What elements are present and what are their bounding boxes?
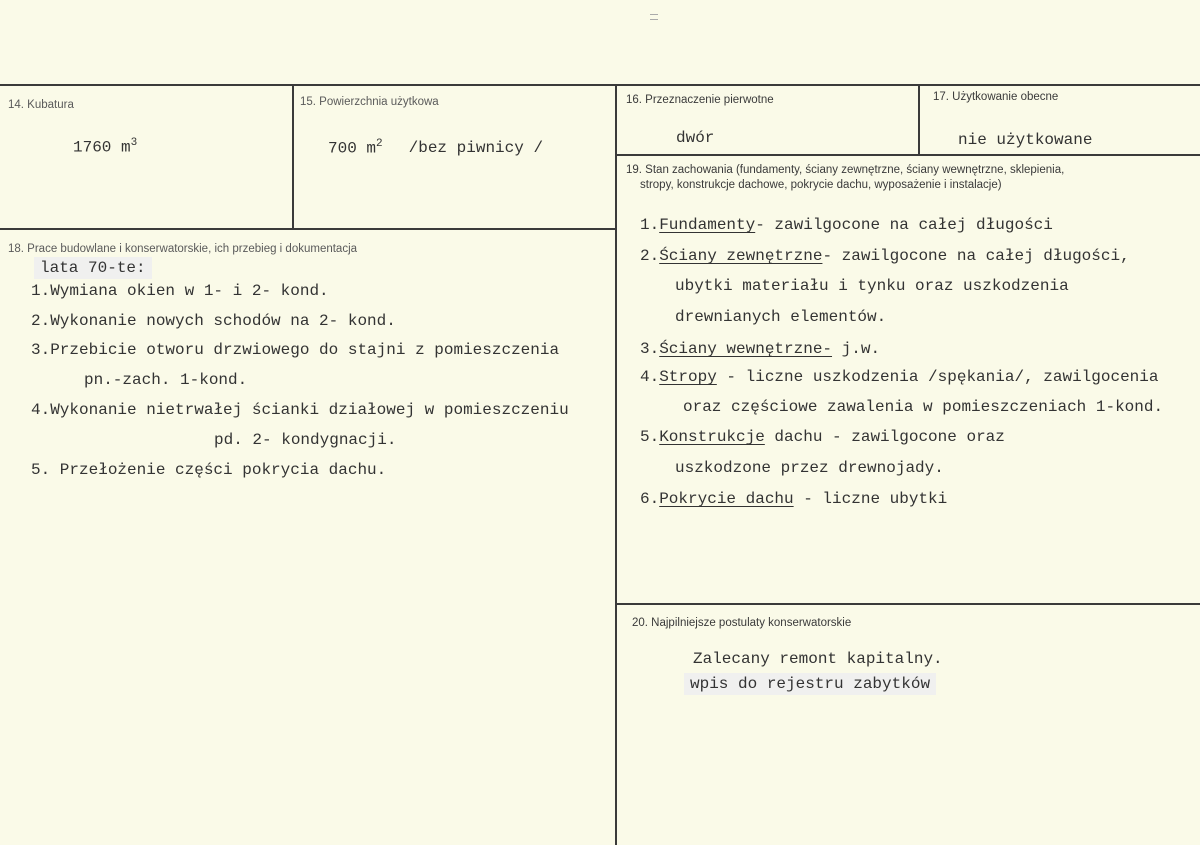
section-15-label: 15. Powierzchnia użytkowa: [300, 96, 439, 108]
condition-item-2: 2.Ściany zewnętrzne- zawilgocone na całej długości,: [640, 247, 1130, 265]
rule-under-14-15: [0, 228, 617, 230]
condition-item-4-cont: oraz częściowe zawalenia w pomieszczeniach 1-kond.: [683, 398, 1164, 416]
condition-item-4: 4.Stropy - liczne uszkodzenia /spękania/, zawilgocenia: [640, 368, 1159, 386]
original-purpose-value: dwór: [676, 129, 715, 147]
rule-under-16-17: [616, 154, 1200, 156]
works-line-4: 4.Wykonanie nietrwałej ścianki działowej w pomieszczeniu: [31, 401, 569, 419]
postulate-line-1: Zalecany remont kapitalny.: [693, 650, 943, 668]
section-19-label-line1: 19. Stan zachowania (fundamenty, ściany zewnętrzne, ściany wewnętrzne, sklepienia,: [626, 164, 1065, 176]
condition-item-3: 3.Ściany wewnętrzne- j.w.: [640, 340, 881, 358]
current-use-value: nie użytkowane: [958, 131, 1093, 149]
works-line-1: 1.Wymiana okien w 1- i 2- kond.: [31, 282, 329, 300]
condition-item-5: 5.Konstrukcje dachu - zawilgocone oraz: [640, 428, 1005, 446]
section-19-label-line2: stropy, konstrukcje dachowe, pokrycie dachu, wyposażenie i instalacje): [640, 179, 1002, 191]
section-18-label: 18. Prace budowlane i konserwatorskie, ich przebieg i dokumentacja: [8, 243, 358, 255]
divider-center: [615, 85, 617, 845]
usable-area-value: 700 $m^2$ /bez piwnicy /: [328, 138, 544, 158]
works-line-5: 5. Przełożenie części pokrycia dachu.: [31, 461, 387, 479]
works-period-header: lata 70-te:: [34, 257, 152, 279]
corner-mark: [650, 14, 658, 20]
postulate-line-2: wpis do rejestru zabytków: [684, 673, 936, 695]
condition-item-5-cont: uszkodzone przez drewnojady.: [675, 459, 944, 477]
works-line-2: 2.Wykonanie nowych schodów na 2- kond.: [31, 312, 396, 330]
works-line-4-cont: pd. 2- kondygnacji.: [214, 431, 397, 449]
condition-item-6: 6.Pokrycie dachu - liczne ubytki: [640, 490, 948, 508]
condition-item-2-cont-2: drewnianych elementów.: [675, 308, 887, 326]
section-16-label: 16. Przeznaczenie pierwotne: [626, 94, 774, 106]
condition-item-2-cont-1: ubytki materiału i tynku oraz uszkodzenia: [675, 277, 1069, 295]
divider-14-15: [292, 85, 294, 230]
works-line-3-cont: pn.-zach. 1-kond.: [84, 371, 248, 389]
condition-item-1: 1.Fundamenty- zawilgocone na całej długości: [640, 216, 1053, 234]
section-14-label: 14. Kubatura: [8, 99, 74, 111]
section-20-label: 20. Najpilniejsze postulaty konserwatorskie: [632, 617, 852, 629]
rule-above-20: [616, 603, 1200, 605]
works-line-3: 3.Przebicie otworu drzwiowego do stajni z pomieszczenia: [31, 341, 560, 359]
section-17-label: 17. Użytkowanie obecne: [933, 91, 1059, 103]
volume-value: 1760 $m^3$: [73, 137, 138, 157]
divider-16-17: [918, 85, 920, 155]
top-rule: [0, 84, 1200, 86]
